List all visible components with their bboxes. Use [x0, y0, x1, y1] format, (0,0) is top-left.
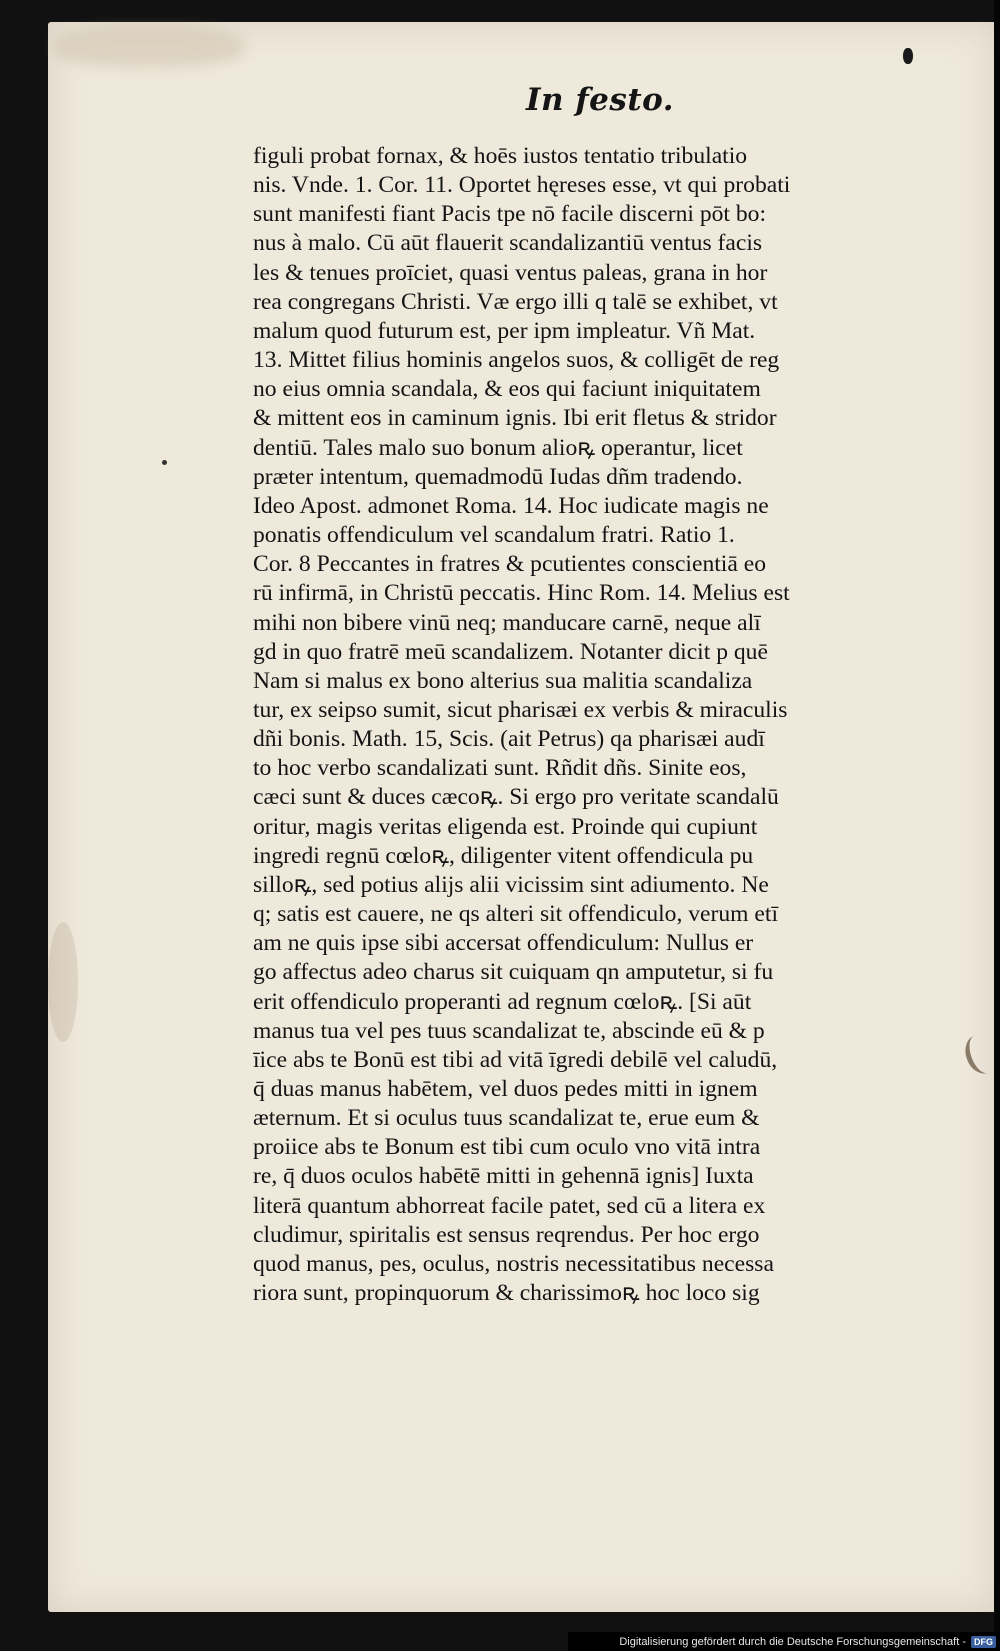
text-line: am ne quis ipse sibi accersat offendiculum: Nullus er	[253, 930, 754, 957]
text-line: cæci sunt & duces cæcoꝶ. Si ergo pro veritate scandalū	[253, 784, 779, 811]
text-line: no eius omnia scandala, & eos qui faciunt iniquitatem	[253, 376, 761, 403]
text-line: q̄ duas manus habētem, vel duos pedes mitti in ignem	[253, 1076, 758, 1102]
digitization-footer	[568, 1632, 1000, 1651]
text-line: dñi bonis. Math. 15, Scis. (ait Petrus) qa pharisæi audī	[253, 726, 765, 753]
text-line: & mittent eos in caminum ignis. Ibi erit fletus & stridor	[253, 405, 777, 432]
text-line: go affectus adeo charus sit cuiquam qn amputetur, si fu	[253, 959, 774, 986]
text-line: ponatis offendiculum vel scandalum fratri. Ratio 1.	[253, 522, 735, 549]
text-line: tur, ex seipso sumit, sicut pharisæi ex verbis & miraculis	[253, 696, 788, 723]
text-line: q; satis est cauere, ne qs alteri sit offendiculo, verum etī	[253, 901, 779, 928]
text-line: manus tua vel pes tuus scandalizat te, abscinde eū & p	[253, 1017, 765, 1044]
text-line: literā quantum abhorreat facile patet, sed cū a litera ex	[253, 1192, 766, 1219]
text-line: Nam si malus ex bono alterius sua malitia scandaliza	[253, 667, 753, 694]
ink-mark	[903, 48, 913, 64]
ink-dot	[162, 460, 167, 465]
scan-edge	[994, 0, 1000, 1651]
body-text	[253, 142, 893, 1308]
text-line: 13. Mittet filius hominis angelos suos, & colligēt de reg	[253, 347, 780, 374]
text-line: les & tenues proīciet, quasi ventus paleas, grana in hor	[253, 259, 768, 286]
text-line: riora sunt, propinquorum & charissimoꝶ hoc loco sig	[253, 1280, 760, 1307]
text-line: erit offendiculo properanti ad regnum cœloꝶ. [Si aūt	[253, 988, 752, 1015]
text-line: rū infirmā, in Christū peccatis. Hinc Rom. 14. Melius est	[253, 580, 790, 607]
dfg-logo-icon: DFG	[971, 1636, 996, 1648]
text-line: ingredi regnū cœloꝶ, diligenter vitent offendicula pu	[253, 842, 754, 869]
text-line: silloꝶ, sed potius alijs alii vicissim sint adiumento. Ne	[253, 871, 769, 898]
text-line: oritur, magis veritas eligenda est. Proinde qui cupiunt	[253, 813, 758, 840]
text-line: figuli probat fornax, & hoēs iustos tentatio tribulatio	[253, 143, 748, 169]
text-line: cludimur, spiritalis est sensus reqrendus. Per hoc ergo	[253, 1221, 760, 1248]
text-line: quod manus, pes, oculus, nostris necessitatibus necessa	[253, 1250, 774, 1277]
text-line: nus à malo. Cū aūt flauerit scandalizantiū ventus facis	[253, 230, 763, 257]
text-line: Cor. 8 Peccantes in fratres & pcutientes conscientiā eo	[253, 551, 766, 578]
text-line: gd in quo fratrē meū scandalizem. Notanter dicit p quē	[253, 638, 768, 665]
text-line: re, q̄ duos oculos habētē mitti in gehennā ignis] Iuxta	[253, 1163, 754, 1190]
text-line: dentiū. Tales malo suo bonum alioꝶ operantur, licet	[253, 434, 743, 461]
text-line: nis. Vnde. 1. Cor. 11. Oportet hęreses esse, vt qui probati	[253, 172, 791, 199]
text-line: sunt manifesti fiant Pacis tpe nō facile discerni pōt bo:	[253, 201, 767, 228]
text-line: malum quod futurum est, per ipm impleatur. Vñ Mat.	[253, 317, 756, 344]
text-line: to hoc verbo scandalizati sunt. Rñdit dñs. Sinite eos,	[253, 755, 747, 782]
text-line: præter intentum, quemadmodū Iudas dñm tradendo.	[253, 463, 743, 490]
text-line: proiice abs te Bonum est tibi cum oculo vno vitā intra	[253, 1134, 761, 1161]
text-line: Ideo Apost. admonet Roma. 14. Hoc iudicate magis ne	[253, 492, 769, 519]
paper-stain	[48, 922, 78, 1042]
text-line: īice abs te Bonū est tibi ad vitā īgredi debilē vel caludū,	[253, 1046, 778, 1073]
footer-credit: Digitalisierung gefördert durch die Deutsche Forschungsgemeinschaft -	[619, 1635, 966, 1648]
text-line: rea congregans Christi. Væ ergo illi q talē se exhibet, vt	[253, 288, 778, 315]
running-head: In festo.	[526, 82, 675, 118]
text-line: mihi non bibere vinū neq; manducare carnē, neque alī	[253, 609, 761, 636]
text-line: æternum. Et si oculus tuus scandalizat te, erue eum &	[253, 1105, 760, 1132]
